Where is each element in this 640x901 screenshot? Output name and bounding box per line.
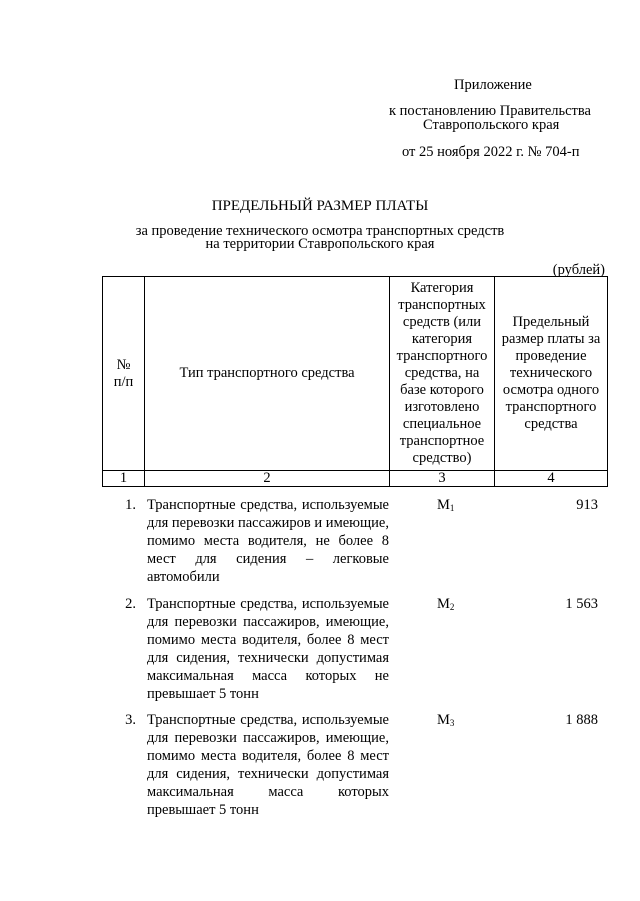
header-max-fee: Предельный размер платы за проведение технического осмотра одного транспортного средства (495, 277, 608, 471)
column-number-2: 2 (145, 471, 390, 487)
column-number-1: 1 (103, 471, 145, 487)
subtitle-line-2: на территории Ставропольского края (205, 236, 435, 252)
units-label: (рублей) (552, 262, 605, 278)
row-2-vehicle-type: Транспортные средства, используемые для перевозки пассажиров, имеющие, помимо места водителя, более 8 мест для сидения, технически допустимая максимальная масса которых не превышает 5 тонн (147, 596, 389, 702)
row-3-category: $M_3$ (437, 712, 455, 728)
row-3-number: 3. (125, 712, 136, 728)
tariff-table-header (102, 276, 608, 487)
appendix-label: Приложение (454, 77, 532, 93)
header-category: Категория транспортных средств (или категория транспортного средства, на базе которого изготовлено специальное транспортное средство) (390, 277, 495, 471)
row-3-price: 1 888 (565, 712, 598, 728)
appendix-region-line: Ставропольского края (423, 117, 560, 133)
header-vehicle-type: Тип транспортного средства (145, 277, 390, 471)
row-2-number: 2. (125, 596, 136, 612)
column-number-3: 3 (390, 471, 495, 487)
column-number-4: 4 (495, 471, 608, 487)
row-3-vehicle-type: Транспортные средства, используемые для перевозки пассажиров, имеющие, помимо места водителя, более 8 мест для сидения, технически допустимая максимальная масса которых превышает 5 тонн (147, 712, 389, 818)
header-number: № п/п (103, 277, 145, 471)
row-1-price: 913 (576, 497, 598, 513)
row-1-category: $M_1$ (437, 497, 455, 513)
row-2-price: 1 563 (565, 596, 598, 612)
appendix-date-line: от 25 ноября 2022 г. № 704-п (402, 144, 580, 160)
row-1-number: 1. (125, 497, 136, 513)
row-2-category: $M_2$ (437, 596, 455, 612)
row-1-vehicle-type: Транспортные средства, используемые для перевозки пассажиров и имеющие, помимо места водителя, не более 8 мест для сидения – легковые автомобили (147, 497, 389, 585)
page-title: ПРЕДЕЛЬНЫЙ РАЗМЕР ПЛАТЫ (211, 198, 429, 214)
subtitle-line-1: за проведение технического осмотра транспортных средств (135, 223, 505, 239)
appendix-resolution-line: к постановлению Правительства (389, 103, 591, 119)
